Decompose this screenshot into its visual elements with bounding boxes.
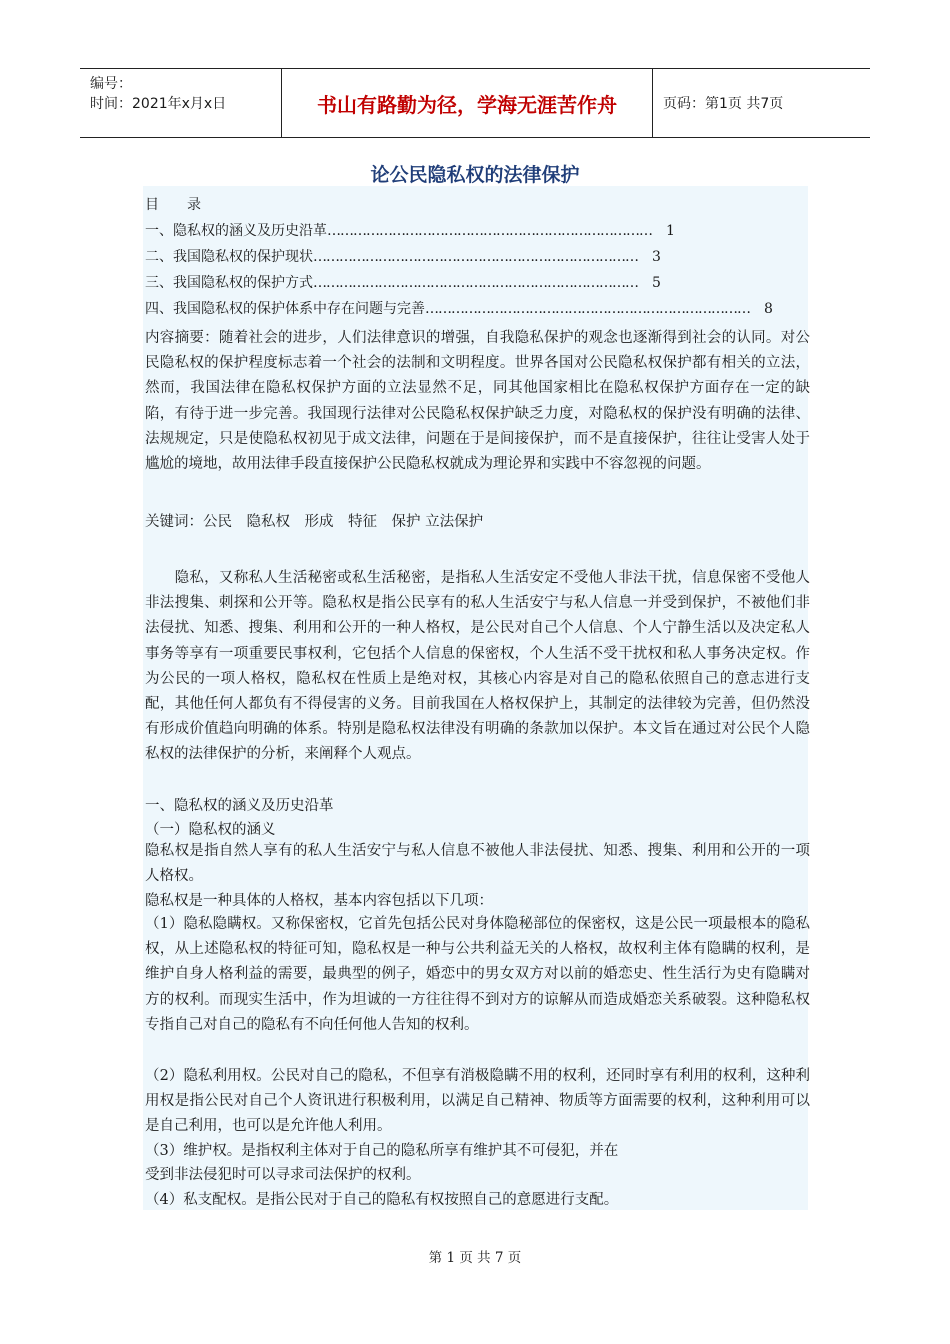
toc-item-page: 3 xyxy=(652,249,661,265)
number-label: 编号： xyxy=(90,76,132,92)
item-3-line-1: （3）维护权。是指权利主体对于自己的隐私所享有维护其不可侵犯，并在 xyxy=(145,1143,619,1159)
toc-item-label: 一、隐私权的涵义及历史沿革 xyxy=(145,223,327,239)
toc-item xyxy=(145,270,665,296)
time-label: 时间：2021年x月x日 xyxy=(90,96,227,112)
item-1-paragraph: （1）隐私隐瞒权。又称保密权，它首先包括公民对身体隐秘部位的保密权，这是公民一项最根本的隐私权，从上述隐私权的特征可知，隐私权是一种与公共利益无关的人格权，故权利主体有隐瞒的权利，是维护自身人格利益的需要，最典型的例子，婚恋中的男女双方对以前的婚恋史、性生活行为史有隐瞒对方的权利。而现实生活中，作为坦诚的一方往往得不到对方的谅解从而造成婚恋关系破裂。这种隐私权专指自己对自己的隐私有不向任何他人告知的权利。 xyxy=(145,916,810,1033)
abstract-paragraph: 内容摘要：随着社会的进步，人们法律意识的增强，自我隐私保护的观念也逐渐得到社会的认同。对公民隐私权的保护程度标志着一个社会的法制和文明程度。世界各国对公民隐私权保护都有相关的立法，然而，我国法律在隐私权保护方面的立法显然不足，同其他国家相比在隐私权保护方面存在一定的缺陷，有待于进一步完善。我国现行法律对公民隐私权保护缺乏力度，对隐私权的保护没有明确的法律、法规规定，只是使隐私权初见于成文法律，问题在于是间接保护，而不是直接保护，往往让受害人处于尴尬的境地，故用法律手段直接保护公民隐私权就成为理论界和实践中不容忽视的问题。 xyxy=(145,330,810,473)
content-intro-line: 隐私权是一种具体的人格权，基本内容包括以下几项： xyxy=(145,893,493,909)
header-left-cell xyxy=(80,69,278,137)
toc-leader-dots: ………………………………………………………………… xyxy=(425,301,750,317)
item-3-line-2: 受到非法侵犯时可以寻求司法保护的权利。 xyxy=(145,1167,421,1183)
item-2-paragraph: （2）隐私利用权。公民对自己的隐私，不但享有消极隐瞒不用的权利，还同时享有利用的权利，这种利用权是指公民对自己个人资讯进行积极利用，以满足自己精神、物质等方面需要的权利，这种利用可以是自己利用，也可以是允许他人利用。 xyxy=(145,1068,810,1135)
section-heading: 一、隐私权的涵义及历史沿革 xyxy=(145,798,334,814)
toc-item-page: 5 xyxy=(652,275,661,291)
toc-item-label: 三、我国隐私权的保护方式 xyxy=(145,275,313,291)
toc-item xyxy=(145,244,665,270)
definition-paragraph: 隐私权是指自然人享有的私人生活安宁与私人信息不被他人非法侵扰、知悉、搜集、利用和公开的一项人格权。 xyxy=(145,843,810,885)
toc-item-label: 二、我国隐私权的保护现状 xyxy=(145,249,313,265)
toc-item-page: 1 xyxy=(666,223,675,239)
toc-item-label: 四、我国隐私权的保护体系中存在问题与完善 xyxy=(145,301,425,317)
item-4-line: （4）私支配权。是指公民对于自己的隐私有权按照自己的意愿进行支配。 xyxy=(145,1192,619,1208)
intro-paragraph: 隐私，又称私人生活秘密或私生活秘密，是指私人生活安定不受他人非法干扰，信息保密不受他人非法搜集、刺探和公开等。隐私权是指公民享有的私人生活安宁与私人信息一并受到保护，不被他们非法侵扰、知悉、搜集、利用和公开的一种人格权，是公民对自己个人信息、个人宁静生活以及决定私人事务等享有一项重要民事权利，它包括个人信息的保密权，个人生活不受干扰权和私人事务决定权。作为公民的一项人格权，隐私权在性质上是绝对权，其核心内容是对自己的隐私依照自己的意志进行支配，其他任何人都负有不得侵害的义务。目前我国在人格权保护上，其制定的法律较为完善，但仍然没有形成价值趋向明确的体系。特别是隐私权法律没有明确的条款加以保护。本文旨在通过对公民个人隐私权的法律保护的分析，来阐释个人观点。 xyxy=(145,570,810,763)
page-footer: 第 1 页 共 7 页 xyxy=(428,1250,522,1266)
toc-leader-dots: ………………………………………………………………… xyxy=(313,249,638,265)
subsection-heading: （一）隐私权的涵义 xyxy=(145,822,276,838)
page-header xyxy=(80,68,870,138)
toc-leader-dots: ………………………………………………………………… xyxy=(313,275,638,291)
toc-item xyxy=(145,296,773,322)
toc-leader-dots: ………………………………………………………………… xyxy=(327,223,652,239)
toc-heading: 目 录 xyxy=(145,197,201,213)
table-of-contents xyxy=(145,192,773,322)
keywords-line: 关键词：公民 隐私权 形成 特征 保护 立法保护 xyxy=(145,514,484,530)
header-motto: 书山有路勤为径，学海无涯苦作舟 xyxy=(281,69,653,137)
header-page-info: 页码：第1页 共7页 xyxy=(663,96,784,112)
toc-item xyxy=(145,218,675,244)
toc-item-page: 8 xyxy=(764,301,773,317)
document-title: 论公民隐私权的法律保护 xyxy=(370,164,580,186)
